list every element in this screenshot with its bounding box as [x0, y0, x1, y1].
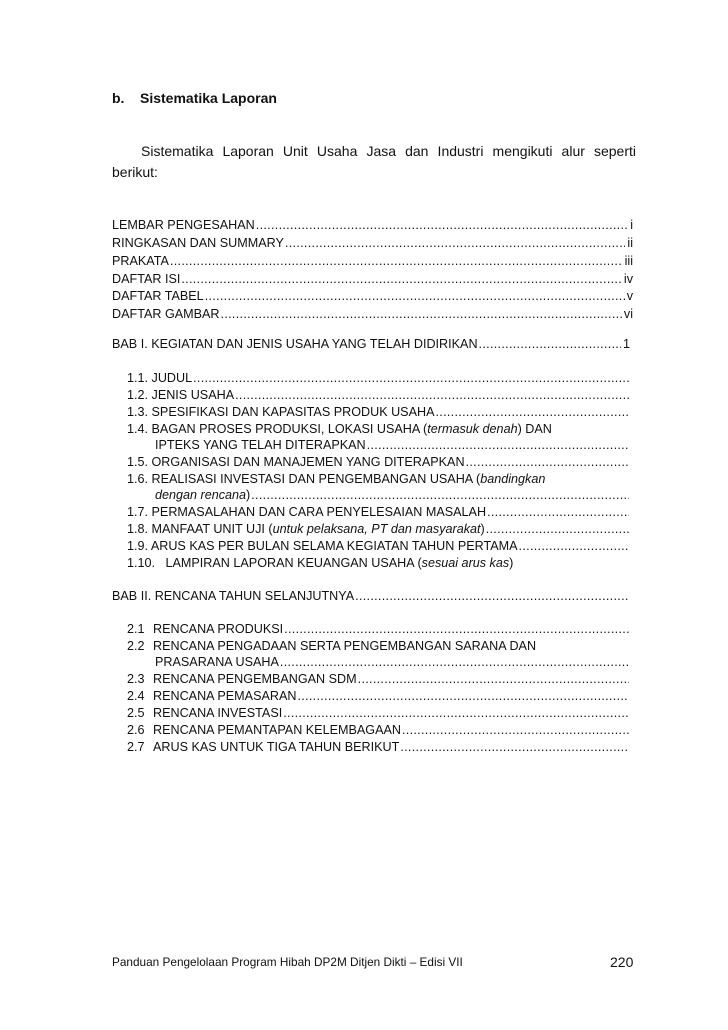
toc-entry: RINGKASAN DAN SUMMARY ..... ii [112, 235, 633, 251]
toc-subentry: 1.9. ARUS KAS PER BULAN SELAMA KEGIATAN TAHUN PERTAMA ..... [127, 538, 629, 554]
toc-subentry: 2.2 RENCANA PENGADAAN SERTA PENGEMBANGAN SARANA DAN [127, 639, 537, 653]
section-letter: b. [112, 90, 125, 106]
toc-subentry: 1.10. LAMPIRAN LAPORAN KEUANGAN USAHA (sesuai arus kas) [127, 556, 514, 570]
toc-subentry: 1.5. ORGANISASI DAN MANAJEMEN YANG DITERAPKAN ..... [127, 454, 629, 470]
toc-entry: DAFTAR ISI ..... iv [112, 271, 633, 287]
toc-entry: DAFTAR GAMBAR ..... vi [112, 306, 633, 322]
toc-entry: DAFTAR TABEL ..... v [112, 288, 633, 304]
toc-subentry: 1.7. PERMASALAHAN DAN CARA PENYELESAIAN MASALAH ..... [127, 504, 629, 520]
toc-subentry: 2.4 RENCANA PEMASARAN ..... [127, 688, 629, 704]
toc-subentry: 1.3. SPESIFIKASI DAN KAPASITAS PRODUK USAHA ..... [127, 404, 629, 420]
toc-entry: PRAKATA ..... iii [112, 253, 633, 269]
toc-subentry: 1.4. BAGAN PROSES PRODUKSI, LOKASI USAHA (termasuk denah) DAN [127, 422, 552, 436]
toc-chapter: BAB II. RENCANA TAHUN SELANJUTNYA ..... [112, 588, 629, 604]
toc-chapter: BAB I. KEGIATAN DAN JENIS USAHA YANG TELAH DIDIRIKAN ..... 1 [112, 336, 630, 352]
toc-entry: LEMBAR PENGESAHAN ..... i [112, 217, 633, 233]
toc-subentry-continuation: PRASARANA USAHA ..... [155, 654, 629, 670]
toc-subentry: 2.6 RENCANA PEMANTAPAN KELEMBAGAAN ..... [127, 722, 629, 738]
toc-subentry: 2.7 ARUS KAS UNTUK TIGA TAHUN BERIKUT ..... [127, 739, 629, 755]
page-number: 220 [610, 954, 634, 970]
toc-subentry: 1.8. MANFAAT UNIT UJI (untuk pelaksana, PT dan masyarakat) ..... [127, 521, 629, 537]
toc-subentry: 1.2. JENIS USAHA ..... [127, 387, 629, 403]
toc-subentry: 1.6. REALISASI INVESTASI DAN PENGEMBANGAN USAHA (bandingkan [127, 472, 546, 486]
toc-subentry: 1.1. JUDUL ..... [127, 370, 629, 386]
section-heading [112, 90, 277, 106]
toc-subentry-continuation: dengan rencana) ..... [155, 487, 629, 503]
toc-subentry: 2.5 RENCANA INVESTASI ..... [127, 705, 629, 721]
page-footer: Panduan Pengelolaan Program Hibah DP2M Ditjen Dikti – Edisi VII [112, 955, 463, 969]
toc-subentry: 2.1 RENCANA PRODUKSI ..... [127, 621, 629, 637]
intro-paragraph: Sistematika Laporan Unit Usaha Jasa dan Industri mengikuti alur seperti berikut: [112, 143, 636, 180]
toc-subentry-continuation: IPTEKS YANG TELAH DITERAPKAN ..... [155, 437, 629, 453]
section-title: Sistematika Laporan [140, 90, 277, 106]
toc-subentry: 2.3 RENCANA PENGEMBANGAN SDM ..... [127, 671, 629, 687]
